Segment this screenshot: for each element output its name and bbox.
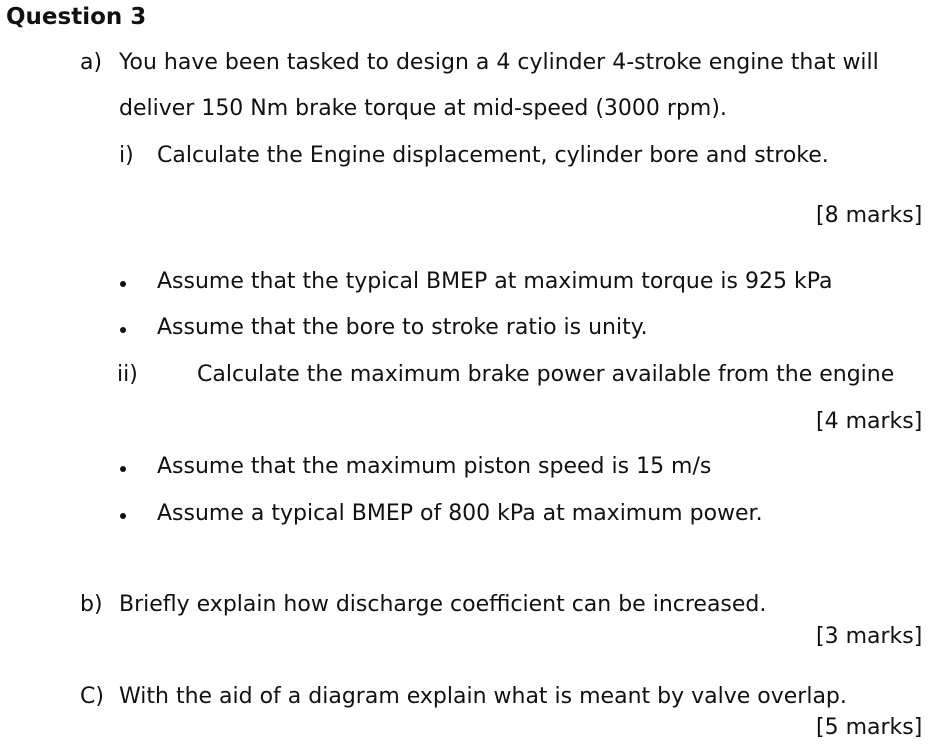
part-a-text-line-2: deliver 150 Nm brake torque at mid-speed (3000 rpm). [119,96,727,121]
bullet-icon [120,466,126,472]
bullet-icon [120,281,126,287]
part-a-i-bullet-2: Assume that the bore to stroke ratio is unity. [157,315,648,340]
part-a-text-line-1: You have been tasked to design a 4 cylinder 4-stroke engine that will [119,50,879,75]
part-a-ii-marks: [4 marks] [816,409,923,434]
part-a-i-marks: [8 marks] [816,203,923,228]
bullet-icon [120,513,126,519]
part-c-label: C) [80,684,104,709]
part-a-i-label: i) [119,143,134,168]
part-b-text: Briefly explain how discharge coefficient can be increased. [119,592,767,617]
part-c-marks: [5 marks] [816,715,923,740]
part-a-i-bullet-1: Assume that the typical BMEP at maximum torque is 925 kPa [157,269,833,294]
part-c-text: With the aid of a diagram explain what is meant by valve overlap. [119,684,847,709]
part-a-ii-text: Calculate the maximum brake power available from the engine [197,362,895,387]
part-b-marks: [3 marks] [816,624,923,649]
question-title: Question 3 [6,4,147,30]
part-a-i-text: Calculate the Engine displacement, cylinder bore and stroke. [157,143,829,168]
part-b-label: b) [80,592,103,617]
part-a-label: a) [80,50,103,75]
part-a-ii-label: ii) [117,362,138,387]
part-a-ii-bullet-1: Assume that the maximum piston speed is 15 m/s [157,454,712,479]
bullet-icon [120,327,126,333]
part-a-ii-bullet-2: Assume a typical BMEP of 800 kPa at maximum power. [157,501,763,526]
